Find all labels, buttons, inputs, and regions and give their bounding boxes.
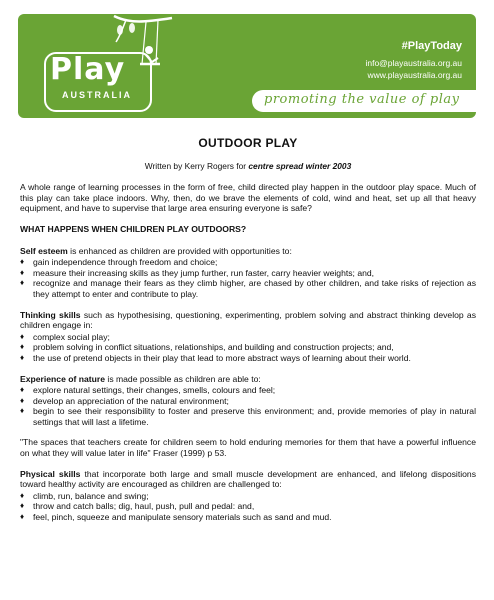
list-item: ♦ the use of pretend objects in their play that lead to more abstract ways of learning about their world.	[20, 353, 476, 364]
list-item: ♦ develop an appreciation of the natural environment;	[20, 396, 476, 407]
list-item: ♦ throw and catch balls; dig, haul, push, pull and pedal: and,	[20, 501, 476, 512]
logo-subtitle: AUSTRALIA	[62, 90, 132, 100]
document-title: OUTDOOR PLAY	[198, 136, 298, 150]
block-lead-text: that incorporate both large and small muscle development are enhanced, and lifelong dispositions toward healthy activity are encouraged as children are challenged to:	[20, 468, 476, 490]
hashtag: #PlayToday	[401, 40, 462, 52]
intro-paragraph: A whole range of learning processes in the form of free, child directed play happen in the outdoor play space. Much of this play can take place indoors. Why, then, do we brave the elements of cold, wind and heat, set up all that heavy equipment, and have to supervise that large area ensuring everyone is safe?	[20, 182, 476, 214]
bullet-list	[20, 257, 476, 299]
logo-wordmark: Play	[50, 52, 126, 87]
block-lead	[20, 469, 476, 490]
bullet-list	[20, 332, 476, 364]
contact-email[interactable]: info@playaustralia.org.au	[365, 58, 462, 68]
list-item: ♦ measure their increasing skills as they jump further, run faster, carry heavier weights; and,	[20, 268, 476, 279]
list-item: ♦ feel, pinch, squeeze and manipulate sensory materials such as sand and mud.	[20, 512, 476, 523]
block-term: Experience of nature	[20, 373, 106, 384]
section-heading: WHAT HAPPENS WHEN CHILDREN PLAY OUTDOORS?	[20, 223, 247, 234]
block-term: Self esteem	[20, 245, 68, 256]
block-lead	[20, 374, 476, 385]
header-banner	[18, 14, 476, 118]
block-term: Thinking skills	[20, 309, 81, 320]
byline	[20, 161, 476, 172]
list-item: ♦ recognize and manage their fears as they climb higher, are chased by other children, and take risks of rejection as they attempt to enter and contribute to play.	[20, 278, 476, 299]
contact-website[interactable]: www.playaustralia.org.au	[367, 70, 462, 80]
block-term: Physical skills	[20, 468, 81, 479]
block-lead	[20, 310, 476, 331]
list-item: ♦ gain independence through freedom and choice;	[20, 257, 476, 268]
list-item: ♦ climb, run, balance and swing;	[20, 491, 476, 502]
list-item: ♦ problem solving in conflict situations, relationships, and building and construction projects; and,	[20, 342, 476, 353]
tagline: promoting the value of play	[264, 92, 460, 107]
block-lead-text: is enhanced as children are provided with opportunities to:	[67, 245, 292, 256]
list-item: ♦ begin to see their responsibility to foster and preserve this environment; and, provide memories of play in natural settings that will last a lifetime.	[20, 406, 476, 427]
document-body	[20, 138, 476, 533]
list-item: ♦ complex social play;	[20, 332, 476, 343]
bullet-list	[20, 491, 476, 523]
byline-prefix: Written by Kerry Rogers for	[144, 160, 247, 171]
list-item: ♦ explore natural settings, their changes, smells, colours and feel;	[20, 385, 476, 396]
bullet-list	[20, 385, 476, 427]
block-lead	[20, 246, 476, 257]
quote-paragraph: "The spaces that teachers create for children seem to hold enduring memories for them that have a powerful influence on what they will value later in life" Fraser (1999) p 53.	[20, 437, 476, 459]
block-lead-text: is made possible as children are able to:	[105, 373, 261, 384]
byline-source: centre spread winter 2003	[248, 160, 352, 171]
block-lead-text: such as hypothesising, questioning, experimenting, problem solving and abstract thinking develop as children engage in:	[20, 309, 476, 331]
